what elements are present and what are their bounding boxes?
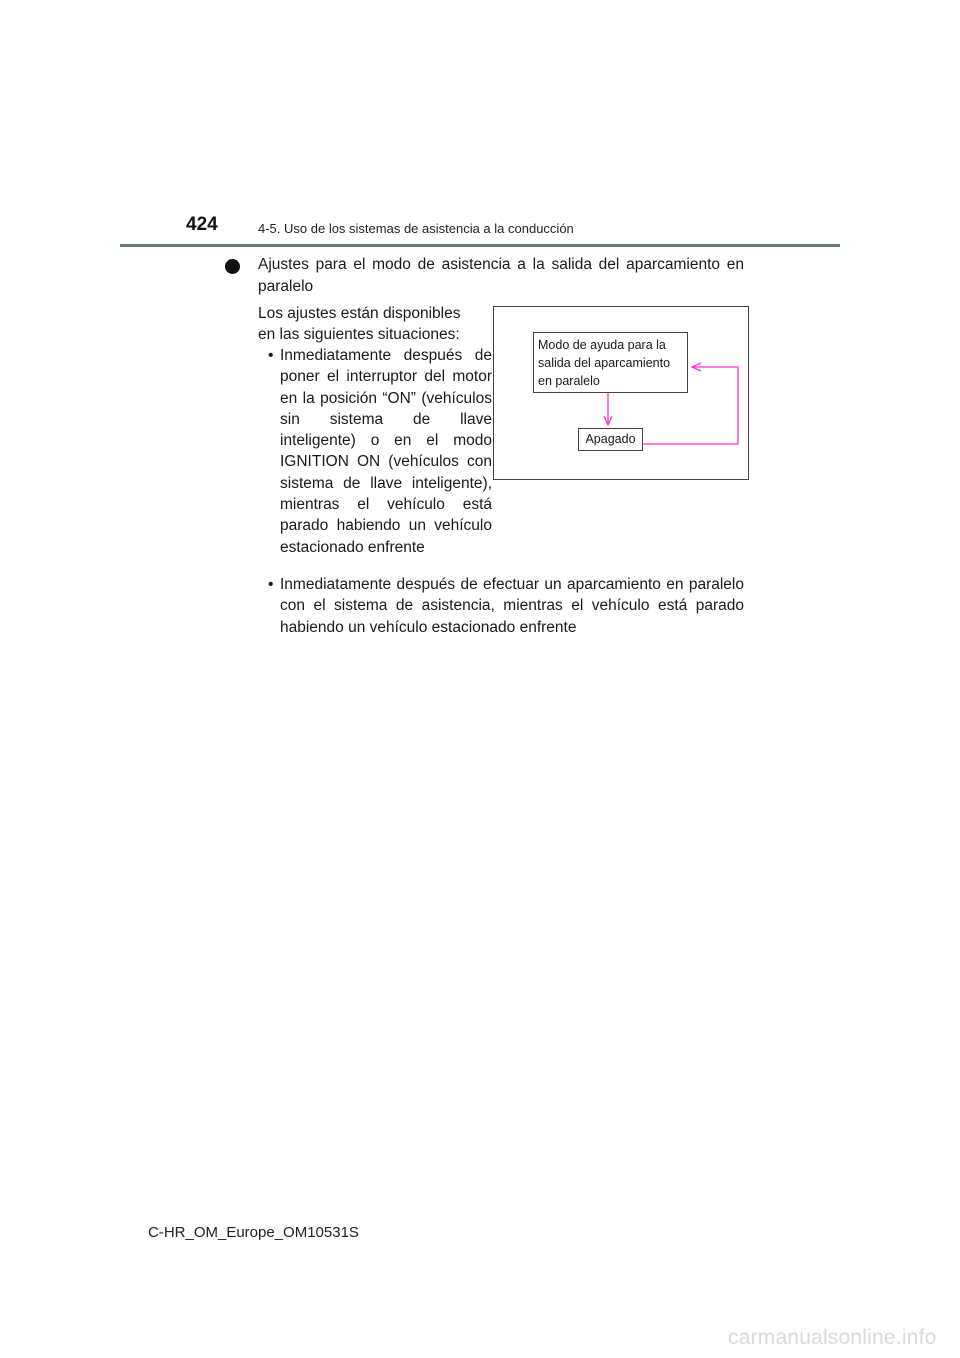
section-title: 4-5. Uso de los sistemas de asistencia a la conducción — [258, 221, 574, 236]
list-item-text: Inmediatamente después de poner el interruptor del motor en la posición “ON” (vehículos sin sistema de llave inteligente) o en el modo IGNITION ON (vehículos con sistema de llave inteligente), mientras el vehículo está parado habiendo un vehículo estacionado enfrente — [280, 347, 492, 556]
mode-label-line-1: Modo de ayuda para la — [538, 338, 666, 352]
intro-line-1: Los ajustes están disponibles — [258, 305, 461, 322]
watermark: carmanualsonline.info — [728, 1326, 937, 1349]
list-bullet-icon: • — [268, 576, 274, 593]
mode-label-line-2: salida del aparcamiento — [538, 356, 671, 370]
intro-line-2: en las siguientes situaciones: — [258, 326, 460, 344]
list-item-text: Inmediatamente después de efectuar un aparcamiento en paralelo con el sistema de asistencia, mientras el vehículo está parado habiendo un vehículo estacionado enfrente — [280, 576, 744, 636]
off-state-box: Apagado — [578, 428, 643, 451]
page-number: 424 — [186, 214, 218, 235]
footer-doc-code: C-HR_OM_Europe_OM10531S — [148, 1224, 359, 1241]
bullet-heading: Ajustes para el modo de asistencia a la salida del aparcamiento en paralelo — [258, 256, 744, 295]
parallel-exit-mode-box — [533, 332, 688, 393]
list-bullet-icon: • — [268, 347, 274, 364]
mode-label-line-3: en paralelo — [538, 374, 600, 388]
